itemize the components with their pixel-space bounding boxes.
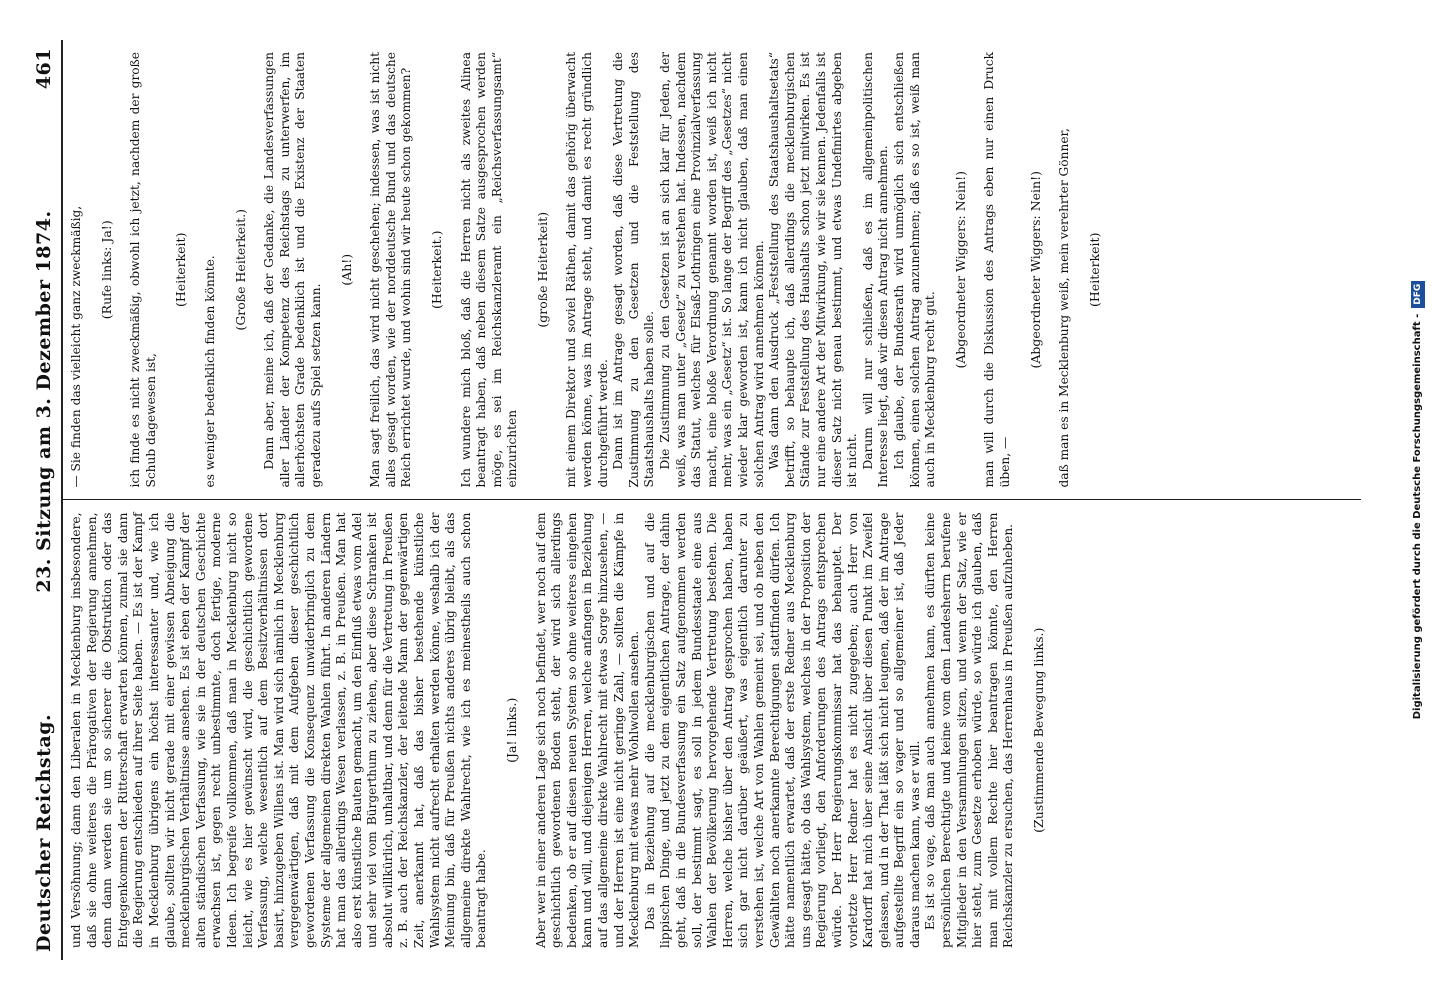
paragraph: Man sagt freilich, das wird nicht geschehen; indessen, was ist nicht alles gesagt worden, wie der norddeutsche Bund und das deutsche Reich errichtet wurde, und wohin sind wir heute schon gekommen? <box>368 52 414 488</box>
interjection: (Ja! links.) <box>504 697 520 763</box>
left-column <box>63 501 1361 961</box>
paragraph: man will durch die Diskussion des Antrags eben nur einen Druck üben, — <box>982 52 1012 488</box>
paragraph: Darum will nur schließen, daß es im allgemeinpolitischen Interesse liegt, daß wir diesen Antrag nicht annehmen. <box>860 52 891 488</box>
paragraph: mit einem Direktor und soviel Räthen, damit das gehörig überwacht werden könne, was im Antrage steht, und damit es recht gründlich durchgeführt werde. <box>564 52 610 488</box>
dfg-logo: DFG <box>1411 281 1425 308</box>
dfg-credit-line <box>1407 0 1429 1000</box>
paragraph: Dann ist im Antrage gesagt worden, daß diese Vertretung die Zustimmung zu den Gesetzen und die Feststellung des Staatshaushalts haben solle. <box>611 52 657 488</box>
page-number: 461 <box>33 48 55 90</box>
paragraph: — Sie finden das vielleicht ganz zweckmäßig, <box>69 205 83 488</box>
publication-title: Deutscher Reichstag. <box>33 713 55 952</box>
interjection: (Große Heiterkeit.) <box>232 208 248 331</box>
page-header <box>31 40 63 960</box>
interjection: (Heiterkeit) <box>173 232 189 307</box>
interjection: (Ah!) <box>338 253 354 286</box>
text-columns <box>63 40 1361 960</box>
interjection: (Heiterkeit.) <box>428 230 444 309</box>
paragraph: daß man es in Mecklenburg weiß, mein verehrter Gönner, <box>1057 128 1072 488</box>
paragraph: Ich wundere mich bloß, daß die Herren nicht als zweites Alinea beantragt haben, daß neben diesem Satze ausgesprochen werden möge, es sei im Reichskanzleramt ein „Reichsverfassungsamt“ einzurichten <box>458 52 520 488</box>
interjection: (Abgeordneter Wiggers: Nein!) <box>952 171 968 369</box>
interjection: (Zustimmende Bewegung links.) <box>1031 627 1047 833</box>
interjection: (große Heiterkeit) <box>534 211 550 328</box>
paragraph: Aber wer in einer anderen Lage sich noch befindet, wer noch auf dem geschichtlich gewordenen Boden steht, der wird sich allerdings bedenken, ob er auf diesen neuen System so ohne weiteres eingehen kann und will, und diejenigen Herren, welche anfangen in Beziehung auf das allgemeine direkte Wahlrecht mit etwas Sorge hinzusehen, — und der Herren ist eine nicht geringe Zahl, — sollten die Kämpfe in Mecklenburg mit etwas mehr Wohlwollen ansehen. <box>533 512 642 948</box>
right-column <box>63 40 1361 501</box>
paragraph: ich finde es nicht zweckmäßig, obwohl ich jetzt, nachdem der große Schub dagewesen ist, <box>128 52 158 488</box>
paragraph: Was dann den Ausdruck „Feststellung des Staatshaushaltsetats“ betrifft, so behaupte ich, daß allerdings die mecklenburgischen Stände zur Feststellung des Haushalts schon jetzt mitwirken. Es ist nur eine andere Art der Mitwirkung, wie wir sie kennen. Jedenfalls ist dieser Satz nicht genau bestimmt, und etwas Undefinirtes abgeben ist nicht. <box>767 52 860 488</box>
paragraph: Das in Beziehung auf die mecklenburgischen und auf die lippischen Dinge, und jetzt zu dem eigentlichen Antrage, der dahin geht, daß in die Bundesverfassung ein Satz aufgenommen werden soll, der bestimmt sagt, es soll in jedem Bundesstaate eine aus Wahlen der Bevölkerung hervorgehende Vertretung bestehen. Die Herren, welche bisher über den Antrag gesprochen haben, haben sich gar nicht darüber geäußert, was eigentlich darunter zu verstehen ist, welche Art von Wahlen gemeint sei, und ob neben den Gewählten noch anerkannte Berechtigungen stattfinden dürfen. Ich hätte namentlich erwartet, daß der erste Redner aus Mecklenburg uns gesagt hätte, ob das Wahlsystem, welches in der Proposition der Regierung vorliegt, den Anforderungen des Antrags entsprechen würde. Der Herr Regierungskommissar hat das behauptet. Der vorletzte Herr Redner hat es nicht zugegeben; auch Herr von Kardorff hat mich über seine Ansicht über diesen Punkt im Zweifel gelassen, und in der That läßt sich nicht leugnen, daß der im Antrage aufgestellte Begriff ein so vager und so allgemeiner ist, daß Jeder daraus machen kann, was er will. <box>642 512 922 948</box>
paragraph: Die Zustimmung zu den Gesetzen ist an sich klar für Jeden, der weiß, was man unter „Gesetz“ zu verstehen hat. Indessen, nachdem das Statut, welches für Elsaß-Lothringen eine Provinzialverfassung macht, eine bloße Verordnung genannt worden ist, weiß ich nicht mehr, was ein „Gesetz“ ist. So lange der Begriff des „Gesetzes“ nicht wieder klar geworden ist, kann ich nicht glauben, daß man einen solchen Antrag wird annehmen können. <box>658 52 766 488</box>
rotated-document-page <box>25 20 1375 980</box>
paragraph: es weniger bedenklich finden könnte. <box>202 255 217 488</box>
interjection: (Rufe links: Ja!) <box>98 220 114 320</box>
dfg-credit-sidebar <box>1402 0 1432 1000</box>
paragraph: und Versöhnung; dann den Liberalen in Mecklenburg insbesondere, daß sie ohne weiteres die Prärogativen der Regierung annehmen, denn dann werden sie um so sicherer die Obstruktion oder das Entgegenkommen der Ritterschaft erwarten können, zumal sie dann die Regierung entschieden auf ihrer Seite haben. — Es ist der Kampf in Mecklenburg übrigens ein höchst interessanter und, wie ich glaube, sollten wir nicht gerade mit einer gewissen Abneigung die mecklenburgischen Verhältnisse ansehen. Es ist eben der Kampf der alten ständischen Verfassung, wie sie in der deutschen Geschichte erwachsen ist, gegen recht unbestimmte, doch fertige, moderne Ideen. Ich begreife vollkommen, daß man in Mecklenburg nicht so leicht, wie es hier gewünscht wird, die geschichtlich gewordene Verfassung, welche wesentlich auf dem Besitzverhältnissen dort basirt, hinzugeben Willens ist. Man wird sich nämlich in Mecklenburg vergegenwärtigen, daß mit dem Aufgeben dieser geschichtlich gewordenen Verfassung die Konsequenz unwiderbringlich zu dem Systeme der allgemeinen direkten Wahlen führt. In anderen Ländern hat man das allerdings Wesen verlassen, z. B. in Preußen. Man hat also erst künstliche Bauten gemacht, um den Einfluß etwas vom Adel und sehr viel vom Bürgerthum zu ziehen, aber diese Schranken ist absolut willkürlich, unhaltbar, und denn für die Vertretung in Preußen z. B. auch der Reichskanzler, der leitende Mann der gegenwärtigen Zeit, anerkannt hat, daß das bisher bestehende künstliche Wahlsystem nicht aufrecht erhalten werden könne, weshalb ich der Meinung bin, daß für Preußen nichts anderes übrig bleibt, als das allgemeine direkte Wahlrecht, wie ich es meinestheils auch schon beantragt habe. <box>69 512 489 948</box>
paragraph: Es ist so vage, daß man auch annehmen kann, es dürften keine persönlichen Berechtigte und keine vom dem Landesherrn berufene Mitglieder in den Versammlungen sitzen, und wenn der Satz, wie er hier steht, zum Gesetze erhoben würde, so würde ich glauben, daß man mit vollem Rechte hier beantragen könnte, den Herren Reichskanzler zu ersuchen, das Herrenhaus in Preußen aufzuheben. <box>923 512 1016 948</box>
dfg-credit-text: Digitalisierung gefördert durch die Deutsche Forschungsgemeinschaft - <box>1412 313 1423 720</box>
session-title: 23. Sitzung am 3. Dezember 1874. <box>33 210 55 593</box>
paragraph: Dann aber, meine ich, daß der Gedanke, die Landesverfassungen aller Länder der Kompetenz des Reichstags zu unterwerfen, im allerhöchsten Grade bedenklich ist und die Existenz der Staaten geradezu aufs Spiel setzen kann. <box>262 52 323 488</box>
interjection: (Abgeordneter Wiggers: Nein!) <box>1027 171 1043 369</box>
interjection: (Heiterkeit) <box>1086 232 1102 307</box>
paragraph: Ich glaube, der Bundesrath wird unmöglich sich entschließen können, einen solchen Antrag anzunehmen; daß es so ist, weiß man auch in Mecklenburg recht gut. <box>891 52 938 488</box>
